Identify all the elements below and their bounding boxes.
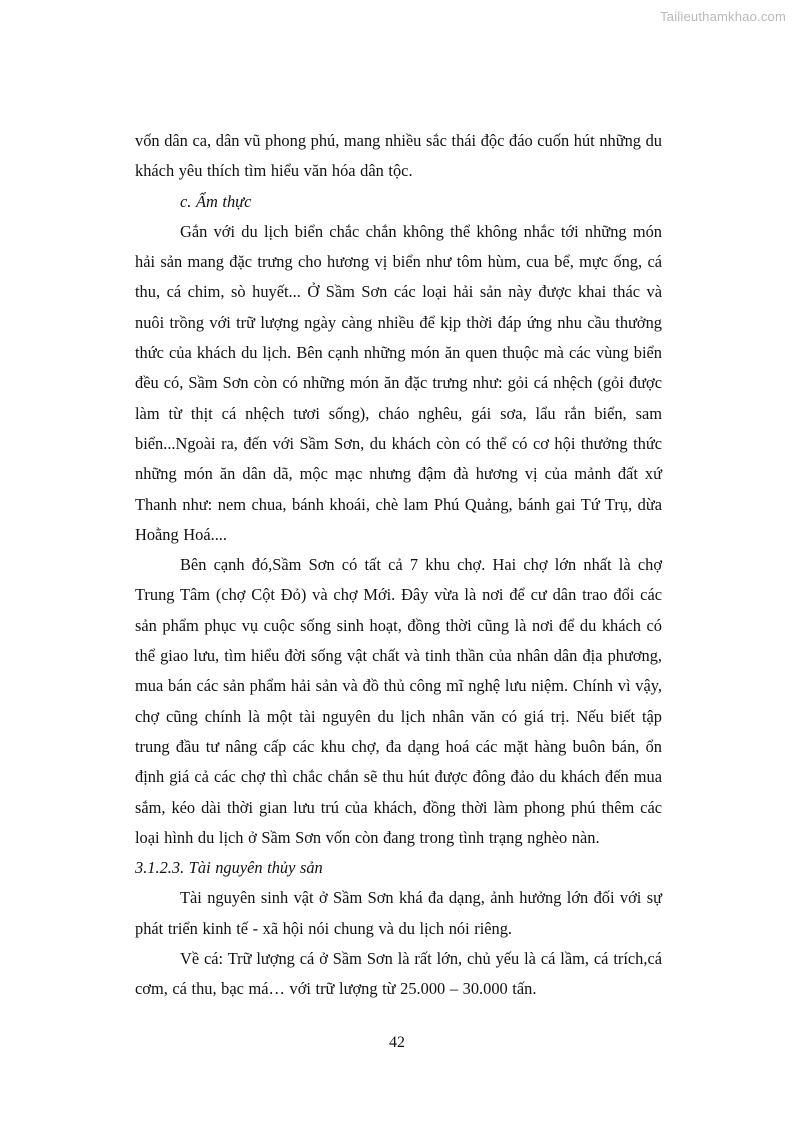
heading-aquatic-resources: 3.1.2.3. Tài nguyên thủy sản: [135, 858, 323, 878]
paragraph-seafood: Gắn với du lịch biển chắc chắn không thể không nhắc tới những món hải sản mang đặc trưng cho hương vị biển như tôm hùm, cua bể, mực ống, cá thu, cá chim, sò huyết... Ở Sầm Sơn các loại hải sản này được khai thác và nuôi trồng với trữ lượng ngày càng nhiều để kịp thời đáp ứng nhu cầu thưởng thức của khách du lịch. Bên cạnh những món ăn quen thuộc mà các vùng biển đều có, Sầm Sơn còn có những món ăn đặc trưng như: gỏi cá nhệch (gỏi được làm từ thịt cá nhệch tươi sống), cháo nghêu, gái sơa, lẩu rắn biển, sam biển...Ngoài ra, đến với Sầm Sơn, du khách còn có thể có cơ hội thưởng thức những món ăn dân dã, mộc mạc nhưng đậm đà hương vị của mảnh đất xứ Thanh như: nem chua, bánh khoái, chè lam Phú Quảng, bánh gai Tứ Trụ, dừa Hoằng Hoá....: [135, 221, 662, 544]
document-body: [135, 126, 662, 1005]
page-number: 42: [389, 1034, 405, 1051]
paragraph-markets: Bên cạnh đó,Sầm Sơn có tất cả 7 khu chợ. Hai chợ lớn nhất là chợ Trung Tâm (chợ Cột Đỏ) và chợ Mới. Đây vừa là nơi để cư dân trao đổi các sản phẩm phục vụ cuộc sống sinh hoạt, đồng thời cũng là nơi để du khách có thể giao lưu, tìm hiểu đời sống vật chất và tinh thần của nhân dân địa phương, mua bán các sản phẩm hải sản và đồ thủ công mĩ nghệ lưu niệm. Chính vì vậy, chợ cũng chính là một tài nguyên du lịch nhân văn có giá trị. Nếu biết tập trung đầu tư nâng cấp các khu chợ, đa dạng hoá các mặt hàng buôn bán, ổn định giá cả các chợ thì chắc chắn sẽ thu hút được đông đảo du khách đến mua sắm, kéo dài thời gian lưu trú của khách, đồng thời làm phong phú thêm các loại hình du lịch ở Sầm Sơn vốn còn đang trong tình trạng nghèo nàn.: [135, 555, 662, 847]
paragraph-biodiversity: Tài nguyên sinh vật ở Sầm Sơn khá đa dạng, ảnh hưởng lớn đối với sự phát triển kinh tế - xã hội nói chung và du lịch nói riêng.: [135, 888, 662, 938]
subheading-cuisine: c. Ẩm thực: [180, 191, 252, 211]
watermark-site-name: Tailieuthamkhao.com: [660, 9, 786, 24]
paragraph-fish-stock: Về cá: Trữ lượng cá ở Sầm Sơn là rất lớn, chủ yếu là cá lầm, cá trích,cá cơm, cá thu, bạc má… với trữ lượng từ 25.000 – 30.000 tấn.: [135, 949, 662, 999]
paragraph-folk-culture: vốn dân ca, dân vũ phong phú, mang nhiều sắc thái độc đáo cuốn hút những du khách yêu thích tìm hiểu văn hóa dân tộc.: [135, 131, 662, 181]
